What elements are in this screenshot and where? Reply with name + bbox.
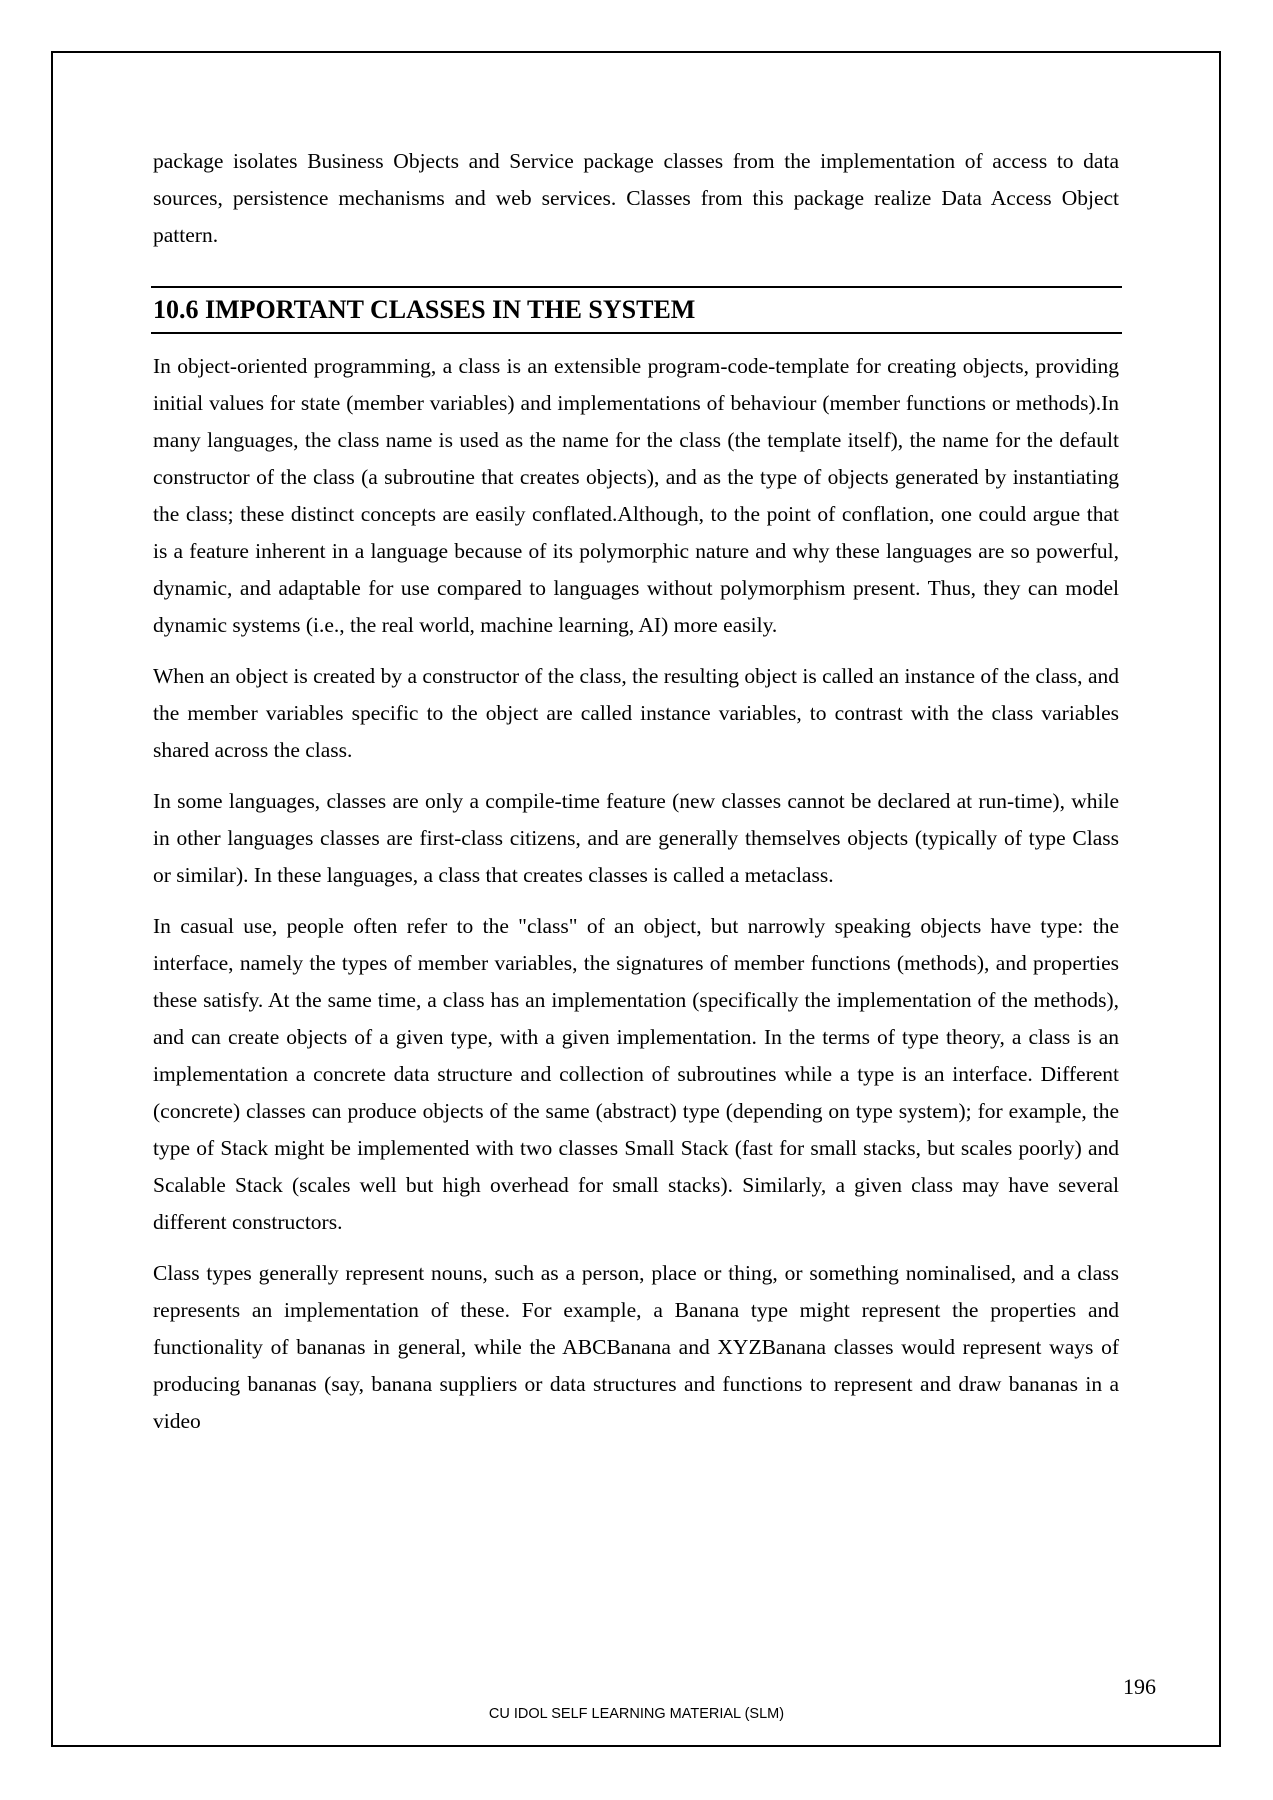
paragraph-metaclass: In some languages, classes are only a compile-time feature (new classes cannot be declared at run-time), while in other languages classes are first-class citizens, and are generally themselves objects (typically of type Class or similar). In these languages, a class that creates classes is called a metaclass. bbox=[153, 789, 1119, 887]
footer-label bbox=[0, 1706, 1273, 1722]
page-number: 196 bbox=[1123, 1674, 1156, 1699]
paragraph-instance: When an object is created by a constructor of the class, the resulting object is called an instance of the class, and the member variables specific to the object are called instance variables, to contrast with the class variables shared across the class. bbox=[153, 664, 1119, 762]
footer-label-text: CU IDOL SELF LEARNING MATERIAL (SLM) bbox=[488, 1706, 785, 1722]
section-body bbox=[153, 348, 1119, 1454]
paragraph-type-vs-class: In casual use, people often refer to the "class" of an object, but narrowly speaking objects have type: the interface, namely the types of member variables, the signatures of member functions (methods), and properties these satisfy. At the same time, a class has an implementation (specifically the implementation of the methods), and can create objects of a given type, with a given implementation. In the terms of type theory, a class is an implementation a concrete data structure and collection of subroutines while a type is an interface. Different (concrete) classes can produce objects of the same (abstract) type (depending on type system); for example, the type of Stack might be implemented with two classes Small Stack (fast for small stacks, but scales poorly) and Scalable Stack (scales well but high overhead for small stacks). Similarly, a given class may have several different constructors. bbox=[153, 914, 1119, 1234]
section-heading: 10.6 IMPORTANT CLASSES IN THE SYSTEM bbox=[153, 295, 696, 324]
paragraph-class-types: Class types generally represent nouns, such as a person, place or thing, or something nominalised, and a class represents an implementation of these. For example, a Banana type might represent the properties and functionality of bananas in general, while the ABCBanana and XYZBanana classes would represent ways of producing bananas (say, banana suppliers or data structures and functions to represent and draw bananas in a video bbox=[153, 1261, 1119, 1433]
intro-paragraph: package isolates Business Objects and Service package classes from the implementation of access to data sources, persistence mechanisms and web services. Classes from this package realize Data Access Object pattern. bbox=[153, 149, 1119, 247]
section-heading-block bbox=[151, 286, 1122, 334]
intro-block bbox=[153, 143, 1119, 268]
paragraph-class-definition: In object-oriented programming, a class is an extensible program-code-template for creating objects, providing initial values for state (member variables) and implementations of behaviour (member functions or methods).In many languages, the class name is used as the name for the class (the template itself), the name for the default constructor of the class (a subroutine that creates objects), and as the type of objects generated by instantiating the class; these distinct concepts are easily conflated.Although, to the point of conflation, one could argue that is a feature inherent in a language because of its polymorphic nature and why these languages are so powerful, dynamic, and adaptable for use compared to languages without polymorphism present. Thus, they can model dynamic systems (i.e., the real world, machine learning, AI) more easily. bbox=[153, 354, 1119, 637]
